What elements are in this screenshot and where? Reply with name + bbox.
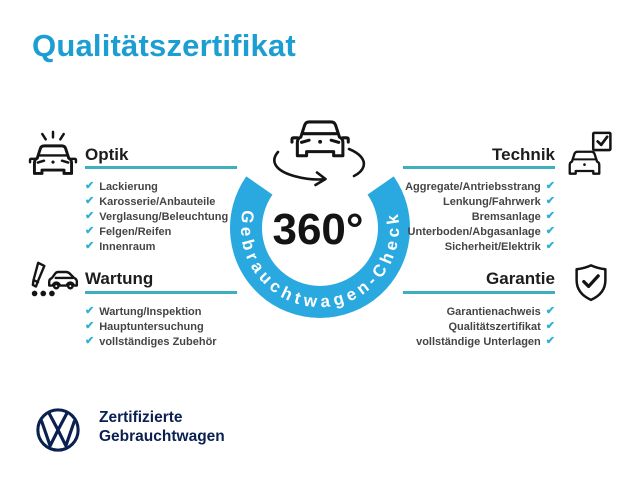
check-icon: ✔ xyxy=(85,180,95,192)
checklist-item xyxy=(85,304,217,319)
check-icon: ✔ xyxy=(85,320,95,332)
checklist-item xyxy=(85,239,228,254)
checklist-item-label: Garantienachweis xyxy=(446,305,541,318)
check-icon: ✔ xyxy=(545,195,555,207)
checklist-item xyxy=(340,194,555,209)
checklist-item xyxy=(340,224,555,239)
check-icon: ✔ xyxy=(545,225,555,237)
section-divider-garantie xyxy=(403,291,555,294)
service-pencil-car-icon xyxy=(27,259,79,311)
checklist-item xyxy=(340,304,555,319)
section-heading-garantie: Garantie xyxy=(486,269,555,288)
brand-line1: Zertifizierte xyxy=(99,409,183,426)
optik-checklist xyxy=(85,179,228,254)
checklist-item-label: Unterboden/Abgasanlage xyxy=(407,225,541,238)
checklist-item xyxy=(85,194,228,209)
checklist-item xyxy=(85,319,217,334)
checklist-item-label: Verglasung/Beleuchtung xyxy=(99,210,229,223)
section-divider-technik xyxy=(403,166,555,169)
vw-logo-icon xyxy=(35,407,81,453)
technik-checklist xyxy=(340,179,555,254)
section-divider-optik xyxy=(85,166,237,169)
page-title: Qualitätszertifikat xyxy=(32,28,296,63)
checklist-item-label: vollständiges Zubehör xyxy=(99,335,217,348)
checklist-item xyxy=(85,334,217,349)
check-icon: ✔ xyxy=(545,210,555,222)
section-heading-technik: Technik xyxy=(492,145,555,164)
checklist-item xyxy=(85,224,228,239)
checklist-item-label: Lenkung/Fahrwerk xyxy=(442,195,541,208)
check-icon: ✔ xyxy=(85,210,95,222)
section-divider-wartung xyxy=(85,291,237,294)
shield-check-icon xyxy=(568,262,614,308)
garantie-checklist xyxy=(340,304,555,349)
checklist-item-label: Bremsanlage xyxy=(471,210,541,223)
checklist-item xyxy=(340,319,555,334)
checklist-item xyxy=(340,239,555,254)
check-icon: ✔ xyxy=(85,195,95,207)
check-icon: ✔ xyxy=(85,240,95,252)
check-icon: ✔ xyxy=(545,305,555,317)
check-icon: ✔ xyxy=(545,320,555,332)
section-heading-wartung: Wartung xyxy=(85,269,154,288)
checklist-item-label: Karosserie/Anbauteile xyxy=(99,195,216,208)
section-heading-optik: Optik xyxy=(85,145,129,164)
checklist-item-label: Felgen/Reifen xyxy=(99,225,172,238)
checklist-item-label: Innenraum xyxy=(99,240,156,253)
degree-label: 360° xyxy=(272,205,364,254)
check-icon: ✔ xyxy=(85,305,95,317)
checklist-item xyxy=(340,209,555,224)
check-icon: ✔ xyxy=(85,225,95,237)
brand-line2: Gebrauchtwagen xyxy=(99,427,225,445)
rotating-car-icon xyxy=(274,122,364,185)
checklist-item-label: Sicherheit/Elektrik xyxy=(444,240,541,253)
shiny-car-icon xyxy=(26,129,80,183)
checklist-item xyxy=(340,334,555,349)
wartung-checklist xyxy=(85,304,217,349)
brand-wordmark xyxy=(99,409,225,446)
check-icon: ✔ xyxy=(545,180,555,192)
checklist-item-label: Aggregate/Antriebsstrang xyxy=(405,180,541,193)
checklist-item-label: vollständige Unterlagen xyxy=(416,335,541,348)
check-icon: ✔ xyxy=(545,335,555,347)
checklist-item xyxy=(85,179,228,194)
ring-label: Gebrauchtwagen-Check xyxy=(236,209,404,312)
checklist-item-label: Qualitätszertifikat xyxy=(448,320,541,333)
checklist-item-label: Hauptuntersuchung xyxy=(99,320,204,333)
car-checkbox-icon xyxy=(563,131,613,181)
checklist-item-label: Wartung/Inspektion xyxy=(99,305,202,318)
checklist-item-label: Lackierung xyxy=(99,180,158,193)
checklist-item xyxy=(85,209,228,224)
check-icon: ✔ xyxy=(85,335,95,347)
checklist-item xyxy=(340,179,555,194)
check-icon: ✔ xyxy=(545,240,555,252)
